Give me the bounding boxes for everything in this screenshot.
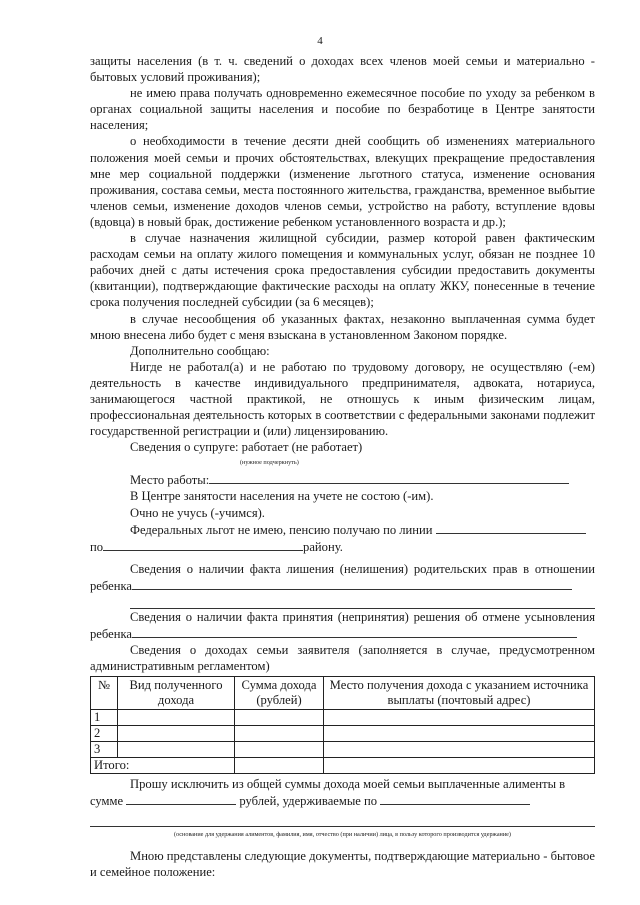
- spouse-hint: (нужное подчеркнуть): [240, 459, 299, 467]
- paragraph: Дополнительно сообщаю:: [130, 343, 270, 358]
- table-header: Вид полученного дохода: [118, 677, 235, 710]
- income-type-cell[interactable]: [118, 726, 235, 742]
- pension-by-label: по: [90, 539, 104, 554]
- income-source-cell[interactable]: [324, 710, 595, 726]
- income-source-cell[interactable]: [324, 726, 595, 742]
- pension-field[interactable]: [436, 521, 586, 534]
- paragraph: в случае несообщения об указанных фактах, незаконно выплаченная сумма будет мною внесена либо будет с меня взыскана в установленном Законом порядке.: [90, 311, 595, 342]
- income-table: [90, 676, 595, 774]
- alimony-basis-label: рублей, удерживаемые по: [239, 794, 378, 809]
- adoption-line: [90, 609, 595, 642]
- income-source-cell[interactable]: [324, 742, 595, 758]
- workplace-line: [90, 471, 595, 488]
- parental-rights-extra-line[interactable]: [130, 594, 595, 609]
- total-label: Итого:: [91, 758, 235, 774]
- row-number: 2: [91, 726, 118, 742]
- income-type-cell[interactable]: [118, 742, 235, 758]
- table-header: Сумма дохода (рублей): [235, 677, 324, 710]
- workplace-field[interactable]: [209, 471, 569, 484]
- pension-label: Федеральных льгот не имею, пенсию получаю по линии: [130, 522, 433, 537]
- table-header: №: [91, 677, 118, 710]
- pension-district-line: [90, 538, 595, 555]
- total-source-cell[interactable]: [324, 758, 595, 774]
- paragraph: о необходимости в течение десяти дней сообщить об изменениях материального положения моей семьи и прочих обстоятельствах, влекущих прекращение предоставления мне мер социальной поддержки (изменение льготного статуса, изменение основания проживания, состава семьи, места постоянного жительства, гражданства, временное выбытие членов семьи, изменение доходов членов семьи, устройство на работу, вступление вдовы (вдовца) в новый брак, достижение ребенком установленного возраста и др.);: [90, 134, 595, 229]
- page-number: 4: [317, 35, 323, 47]
- alimony-line: Прошу исключить из общей суммы дохода моей семьи выплаченные алименты в: [130, 777, 566, 792]
- alimony-sum-field[interactable]: [126, 792, 236, 805]
- table-row: [91, 742, 595, 758]
- table-total-row: [91, 758, 595, 774]
- income-sum-cell[interactable]: [235, 710, 324, 726]
- income-sum-cell[interactable]: [235, 726, 324, 742]
- alimony-sum-line: [90, 792, 595, 809]
- pension-line: [90, 521, 595, 538]
- parental-rights-label: Сведения о наличии факта лишения (нелишения) родительских прав в отношении ребенка: [90, 561, 595, 593]
- total-sum-cell[interactable]: [235, 758, 324, 774]
- paragraph: защиты населения (в т. ч. сведений о доходах всех членов моей семьи и материально - бытовых условий проживания);: [90, 54, 595, 85]
- adoption-field[interactable]: [132, 625, 577, 638]
- documents-line: Мною представлены следующие документы, подтверждающие материально - бытовое и семейное положение:: [90, 848, 595, 879]
- row-number: 1: [91, 710, 118, 726]
- parental-rights-line: [90, 561, 595, 594]
- paragraph: В Центре занятости населения на учете не состою (-им).: [130, 489, 434, 504]
- alimony-hint: (основание для удержания алиментов, фамилия, имя, отчество (при наличии) лица, в пользу которого производится удержание): [174, 830, 511, 838]
- income-sum-cell[interactable]: [235, 742, 324, 758]
- paragraph: Очно не учусь (-учимся).: [130, 505, 265, 520]
- table-row: [91, 710, 595, 726]
- paragraph: в случае назначения жилищной субсидии, размер которой равен фактическим расходам семьи на оплату жилого помещения и коммунальных услуг, обязан не позднее 10 рабочих дней с даты истечения срока предоставления субсидии предоставить документы (квитанции), подтверждающие фактические расходы на оплату ЖКУ, понесенные в течение срока получения последней субсидии (за 6 месяцев);: [90, 231, 595, 310]
- spouse-line: Сведения о супруге: работает (не работает): [130, 440, 363, 455]
- table-header: Место получения дохода с указанием источника выплаты (почтовый адрес): [324, 677, 595, 710]
- row-number: 3: [91, 742, 118, 758]
- income-type-cell[interactable]: [118, 710, 235, 726]
- income-info-line: Сведения о доходах семьи заявителя (заполняется в случае, предусмотренном административным регламентом): [90, 643, 595, 674]
- pension-district-label: району.: [303, 539, 343, 554]
- alimony-basis-extra-line[interactable]: [90, 812, 595, 827]
- paragraph: Нигде не работал(а) и не работаю по трудовому договору, не осуществляю (-ем) деятельность в качестве индивидуального предпринимателя, адвоката, нотариуса, занимающегося частной практикой, не отношусь к иным физическим лицам, профессиональная деятельность которых в соответствии с федеральными законами подлежит государственной регистрации и (или) лицензированию.: [90, 359, 595, 439]
- document-body: [90, 53, 595, 880]
- adoption-label: Сведения о наличии факта принятия (непринятия) решения об отмене усыновления ребенка: [90, 610, 595, 642]
- table-row: [91, 726, 595, 742]
- alimony-basis-field[interactable]: [380, 792, 530, 805]
- workplace-label: Место работы:: [130, 473, 210, 488]
- paragraph: не имею права получать одновременно ежемесячное пособие по уходу за ребенком в органах социальной защиты населения и пособие по безработице в Центре занятости населения;: [90, 86, 595, 133]
- pension-district-field[interactable]: [103, 538, 303, 551]
- alimony-sum-label: сумме: [90, 794, 124, 809]
- parental-rights-field[interactable]: [132, 577, 572, 590]
